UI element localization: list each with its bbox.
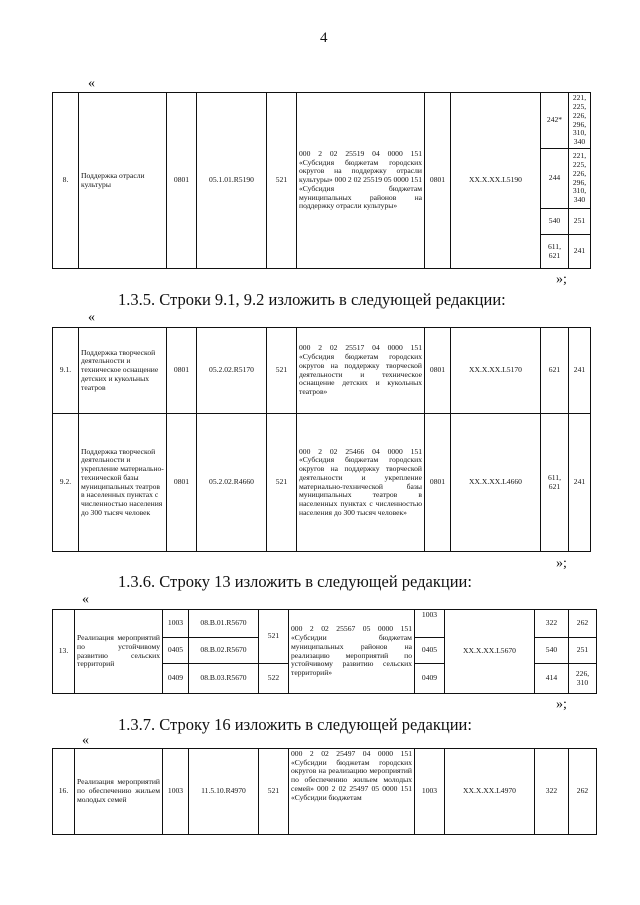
target-code: 05.2.02.R5170 xyxy=(197,328,267,414)
vr-code: 521 xyxy=(259,610,289,664)
income-description: 000 2 02 25567 05 0000 151 «Субсидии бюджетам муниципальных районов на реализацию мероприятий по устойчивому развитию сельских территорий» xyxy=(289,610,415,694)
kosgu-cell: 241 xyxy=(569,328,591,414)
open-quote: « xyxy=(88,76,95,91)
row-name: Поддержка отрасли культуры xyxy=(79,93,167,269)
table-row xyxy=(53,414,591,552)
close-quote: »; xyxy=(556,697,567,712)
section-code-2: 0801 xyxy=(425,328,451,414)
row-number: 9.2. xyxy=(53,414,79,552)
target-code-2: ХХ.Х.ХХ.L4660 xyxy=(451,414,541,552)
table-row-13 xyxy=(52,609,597,694)
table-row xyxy=(53,328,591,414)
table-rows-9 xyxy=(52,327,591,552)
section-code: 0801 xyxy=(167,414,197,552)
target-code: 08.В.02.R5670 xyxy=(189,638,259,664)
section-code-2: 0409 xyxy=(415,664,445,694)
section-code-2: 0405 xyxy=(415,638,445,664)
close-quote: »; xyxy=(556,272,567,287)
kosgu-cell: 226, 310 xyxy=(569,664,597,694)
target-code: 08.В.03.R5670 xyxy=(189,664,259,694)
row-name: Реализация мероприятий по устойчивому развитию сельских территорий xyxy=(75,610,163,694)
target-code: 11.5.10.R4970 xyxy=(189,749,259,835)
target-code-2: ХХ.Х.ХХ.L5190 xyxy=(451,93,541,269)
target-code: 05.1.01.R5190 xyxy=(197,93,267,269)
open-quote: « xyxy=(82,592,89,607)
row-name: Поддержка творческой деятельности и укрепление материально-технической базы муниципальных театров в населенных пунктах с численностью населения до 300 тысяч человек xyxy=(79,414,167,552)
vr-code: 521 xyxy=(267,328,297,414)
row-number: 9.1. xyxy=(53,328,79,414)
open-quote: « xyxy=(88,310,95,325)
income-description: 000 2 02 25519 04 0000 151 «Субсидия бюджетам городских округов на поддержку отрасли культуры» 000 2 02 25519 05 0000 151 «Субсидия бюджетам муниципальных районов на поддержку отрасли культуры» xyxy=(297,93,425,269)
section-heading: 1.3.5. Строки 9.1, 9.2 изложить в следующей редакции: xyxy=(118,290,506,309)
row-number: 13. xyxy=(53,610,75,694)
income-description: 000 2 02 25517 04 0000 151 «Субсидия бюджетам городских округов на поддержку творческой деятельности и техническое оснащение детских и кукольных театров» xyxy=(297,328,425,414)
income-description: 000 2 02 25466 04 0000 151 «Субсидия бюджетам городских округов на поддержку творческой деятельности и укрепление материально-технической базы муниципальных театров в населенных пунктах с численностью населения до 300 тысяч человек» xyxy=(297,414,425,552)
kosgu-cell: 241 xyxy=(569,235,591,269)
section-heading: 1.3.7. Строку 16 изложить в следующей редакции: xyxy=(118,715,472,734)
target-code-2: ХХ.Х.ХХ.L4970 xyxy=(445,749,535,835)
kosgu-cell: 251 xyxy=(569,638,597,664)
section-code: 1003 xyxy=(163,749,189,835)
kosgu-cell: 221, 225, 226, 296, 310, 340 xyxy=(569,149,591,209)
row-number: 16. xyxy=(53,749,75,835)
section-code-2: 1003 xyxy=(415,749,445,835)
section-code-2: 0801 xyxy=(425,414,451,552)
section-code: 0801 xyxy=(167,93,197,269)
vr-cell: 611, 621 xyxy=(541,235,569,269)
vr-code: 521 xyxy=(267,93,297,269)
vr-cell: 322 xyxy=(535,749,569,835)
vr-cell: 540 xyxy=(541,209,569,235)
table-row-8 xyxy=(52,92,591,269)
section-code: 0405 xyxy=(163,638,189,664)
vr-cell: 244 xyxy=(541,149,569,209)
vr-cell: 611, 621 xyxy=(541,414,569,552)
vr-cell: 322 xyxy=(535,610,569,638)
section-code: 1003 xyxy=(163,610,189,638)
table-row-16 xyxy=(52,748,597,835)
kosgu-cell: 221, 225, 226, 296, 310, 340 xyxy=(569,93,591,149)
target-code-2: ХХ.Х.ХХ.L5170 xyxy=(451,328,541,414)
row-name: Поддержка творческой деятельности и техническое оснащение детских и кукольных театров xyxy=(79,328,167,414)
vr-code: 522 xyxy=(259,664,289,694)
row-name: Реализация мероприятий по обеспечению жильем молодых семей xyxy=(75,749,163,835)
vr-cell: 414 xyxy=(535,664,569,694)
target-code: 08.В.01.R5670 xyxy=(189,610,259,638)
vr-cell: 621 xyxy=(541,328,569,414)
section-code-2: 1003 xyxy=(415,610,445,638)
kosgu-cell: 262 xyxy=(569,749,597,835)
kosgu-cell: 241 xyxy=(569,414,591,552)
target-code: 05.2.02.R4660 xyxy=(197,414,267,552)
vr-code: 521 xyxy=(267,414,297,552)
vr-code: 521 xyxy=(259,749,289,835)
vr-cell: 540 xyxy=(535,638,569,664)
section-code-2: 0801 xyxy=(425,93,451,269)
vr-cell: 242* xyxy=(541,93,569,149)
section-code: 0409 xyxy=(163,664,189,694)
target-code-2: ХХ.Х.ХХ.L5670 xyxy=(445,610,535,694)
row-number: 8. xyxy=(53,93,79,269)
kosgu-cell: 262 xyxy=(569,610,597,638)
kosgu-cell: 251 xyxy=(569,209,591,235)
section-heading: 1.3.6. Строку 13 изложить в следующей редакции: xyxy=(118,572,472,591)
close-quote: »; xyxy=(556,556,567,571)
page-number: 4 xyxy=(320,30,328,46)
open-quote: « xyxy=(82,733,89,748)
section-code: 0801 xyxy=(167,328,197,414)
income-description: 000 2 02 25497 04 0000 151 «Субсидии бюджетам городских округов на реализацию мероприятий по обеспечению жильем молодых семей» 000 2 02 25497 05 0000 151 «Субсидии бюджетам xyxy=(289,749,415,835)
